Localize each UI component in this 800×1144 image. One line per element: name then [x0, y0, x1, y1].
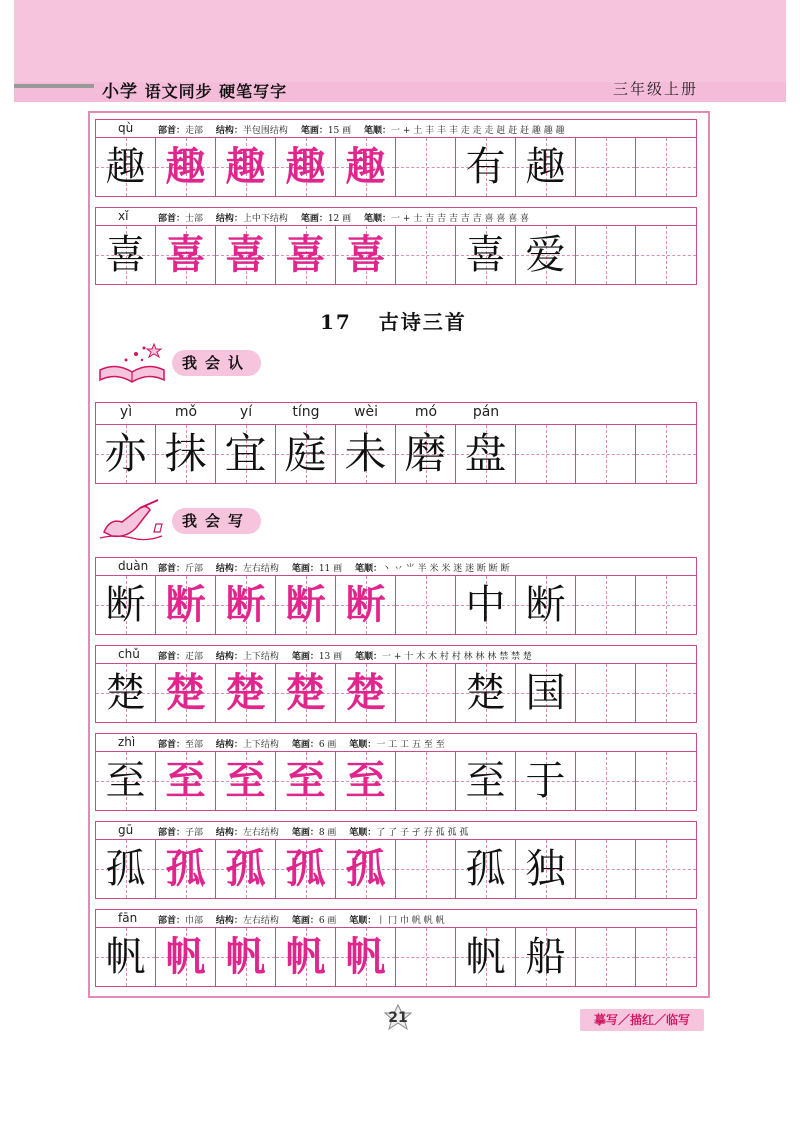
recognize-char-row [95, 424, 697, 484]
char-pinyin: gū [118, 823, 134, 837]
trace-char-cell[interactable]: 孤 [216, 840, 276, 898]
recognize-pinyin: mó [414, 404, 438, 420]
char-info-row [95, 645, 697, 663]
model-char-cell: 帆 [96, 928, 156, 986]
recognize-section-head [96, 340, 296, 380]
trace-char-cell[interactable]: 趣 [276, 138, 336, 196]
trace-char-cell[interactable]: 帆 [276, 928, 336, 986]
practice-grid-row [95, 927, 697, 987]
trace-char-cell[interactable]: 喜 [336, 226, 396, 284]
blank-writing-cell[interactable] [396, 576, 456, 634]
trace-char-cell[interactable]: 楚 [336, 664, 396, 722]
practice-mode-label: 摹写／描红／临写 [580, 1009, 704, 1031]
char-block-chu [95, 645, 697, 723]
word-char-cell: 于 [516, 752, 576, 810]
series-title [102, 77, 287, 102]
practice-grid-row [95, 137, 697, 197]
practice-grid-row [95, 663, 697, 723]
trace-char-cell[interactable]: 至 [156, 752, 216, 810]
blank-writing-cell[interactable] [636, 226, 696, 284]
trace-char-cell[interactable]: 断 [336, 576, 396, 634]
char-block-duan [95, 557, 697, 635]
series-title-b: 语文同步 [144, 82, 213, 101]
recognize-pinyin: wèi [354, 404, 378, 420]
page-number-text: 21 [388, 1010, 408, 1026]
practice-grid-row [95, 839, 697, 899]
model-char-cell: 断 [96, 576, 156, 634]
model-char-cell: 孤 [96, 840, 156, 898]
page-number [378, 1004, 418, 1032]
word-char-cell: 爱 [516, 226, 576, 284]
char-block-qu [95, 119, 697, 197]
recognize-char-cell: 宜 [216, 425, 276, 483]
word-char-cell: 中 [456, 576, 516, 634]
trace-char-cell[interactable]: 喜 [276, 226, 336, 284]
model-char-cell: 楚 [96, 664, 156, 722]
word-char-cell: 船 [516, 928, 576, 986]
trace-char-cell[interactable]: 趣 [336, 138, 396, 196]
char-pinyin: qù [118, 121, 134, 135]
blank-writing-cell[interactable] [576, 138, 636, 196]
char-meta: 部首：走部 结构：半包围结构 笔画：15 画 笔顺：一 + 土 丰 丰 丰 走 走 走 赳 赶 赶 趣 趣 趣 [158, 126, 565, 136]
trace-char-cell[interactable]: 趣 [216, 138, 276, 196]
char-pinyin: zhì [118, 735, 136, 749]
blank-writing-cell[interactable] [576, 840, 636, 898]
char-meta: 部首：至部 结构：上下结构 笔画：6 画 笔顺：一 工 工 五 至 至 [158, 740, 445, 750]
write-section-head [96, 498, 296, 538]
char-block-zhi [95, 733, 697, 811]
blank-writing-cell[interactable] [576, 664, 636, 722]
char-pinyin: duàn [118, 559, 149, 573]
recognize-pinyin-row [95, 402, 697, 424]
lesson-title [320, 306, 467, 335]
char-meta: 部首：子部 结构：左右结构 笔画：8 画 笔顺：了 了 子 孑 孖 孤 孤 孤 [158, 828, 469, 838]
char-block-gu [95, 821, 697, 899]
grade-label: 三年级上册 [613, 80, 699, 98]
char-info-row [95, 733, 697, 751]
trace-char-cell[interactable]: 孤 [336, 840, 396, 898]
word-char-cell: 孤 [456, 840, 516, 898]
open-book-stars-icon [96, 340, 168, 384]
recognize-pinyin: tíng [292, 404, 320, 420]
blank-writing-cell[interactable] [396, 138, 456, 196]
model-char-cell: 喜 [96, 226, 156, 284]
recognize-char-cell: 磨 [396, 425, 456, 483]
blank-writing-cell[interactable] [636, 928, 696, 986]
char-pinyin: xǐ [118, 209, 129, 223]
practice-grid-row [95, 225, 697, 285]
blank-writing-cell[interactable] [636, 576, 696, 634]
char-pinyin: fān [118, 911, 138, 925]
word-char-cell: 有 [456, 138, 516, 196]
recognize-pinyin: yí [239, 404, 253, 420]
word-char-cell: 楚 [456, 664, 516, 722]
blank-cell [636, 425, 696, 483]
word-char-cell: 国 [516, 664, 576, 722]
trace-char-cell[interactable]: 帆 [156, 928, 216, 986]
recognize-char-cell: 抹 [156, 425, 216, 483]
series-title-c: 硬笔写字 [219, 82, 288, 101]
recognize-char-cell: 未 [336, 425, 396, 483]
trace-char-cell[interactable]: 帆 [216, 928, 276, 986]
write-label: 我会写 [172, 508, 261, 534]
blank-writing-cell[interactable] [636, 752, 696, 810]
blank-cell [516, 425, 576, 483]
blank-cell [576, 425, 636, 483]
practice-grid-row [95, 751, 697, 811]
trace-char-cell[interactable]: 喜 [216, 226, 276, 284]
blank-writing-cell[interactable] [396, 664, 456, 722]
char-info-row [95, 557, 697, 575]
recognize-pinyin: yì [119, 404, 133, 420]
blank-writing-cell[interactable] [636, 840, 696, 898]
recognize-label: 我会认 [172, 350, 261, 376]
trace-char-cell[interactable]: 喜 [156, 226, 216, 284]
trace-char-cell[interactable]: 孤 [156, 840, 216, 898]
blank-writing-cell[interactable] [636, 138, 696, 196]
word-char-cell: 断 [516, 576, 576, 634]
pen-writing-hand-icon [96, 498, 168, 542]
blank-writing-cell[interactable] [576, 226, 636, 284]
trace-char-cell[interactable]: 至 [276, 752, 336, 810]
trace-char-cell[interactable]: 楚 [276, 664, 336, 722]
char-pinyin: chǔ [118, 647, 140, 661]
trace-char-cell[interactable]: 帆 [336, 928, 396, 986]
blank-writing-cell[interactable] [576, 576, 636, 634]
word-char-cell: 独 [516, 840, 576, 898]
recognize-char-cell: 盘 [456, 425, 516, 483]
char-info-row [95, 821, 697, 839]
trace-char-cell[interactable]: 趣 [156, 138, 216, 196]
trace-char-cell[interactable]: 楚 [156, 664, 216, 722]
trace-char-cell[interactable]: 断 [216, 576, 276, 634]
char-info-row [95, 207, 697, 225]
recognize-grid [95, 402, 697, 484]
recognize-char-cell: 庭 [276, 425, 336, 483]
char-block-xi [95, 207, 697, 285]
model-char-cell: 至 [96, 752, 156, 810]
blank-writing-cell[interactable] [396, 226, 456, 284]
blank-writing-cell[interactable] [396, 928, 456, 986]
char-meta: 部首：疋部 结构：上下结构 笔画：13 画 笔顺：一 + 十 木 木 村 村 林 林 林 禁 禁 楚 [158, 652, 532, 662]
word-char-cell: 至 [456, 752, 516, 810]
recognize-char-cell: 亦 [96, 425, 156, 483]
word-char-cell: 帆 [456, 928, 516, 986]
series-title-a: 小学 [102, 82, 138, 102]
trace-char-cell[interactable]: 至 [216, 752, 276, 810]
word-char-cell: 喜 [456, 226, 516, 284]
trace-char-cell[interactable]: 孤 [276, 840, 336, 898]
blank-writing-cell[interactable] [636, 664, 696, 722]
practice-grid-row [95, 575, 697, 635]
blank-writing-cell[interactable] [576, 928, 636, 986]
blank-writing-cell[interactable] [576, 752, 636, 810]
model-char-cell: 趣 [96, 138, 156, 196]
lesson-name: 古诗三首 [378, 310, 467, 334]
blank-writing-cell[interactable] [396, 752, 456, 810]
header-divider [14, 84, 94, 88]
trace-char-cell[interactable]: 至 [336, 752, 396, 810]
char-meta: 部首：巾部 结构：左右结构 笔画：6 画 笔顺：丨 冂 巾 帆 帆 帆 [158, 916, 445, 926]
trace-char-cell[interactable]: 断 [156, 576, 216, 634]
char-info-row [95, 119, 697, 137]
lesson-number: 17 [320, 310, 352, 334]
blank-writing-cell[interactable] [396, 840, 456, 898]
char-meta: 部首：斤部 结构：左右结构 笔画：11 画 笔顺：丶 丷 ⺌ 半 米 米 迷 迷 断 断 断 [158, 564, 510, 574]
recognize-pinyin: pán [472, 404, 500, 420]
char-meta: 部首：士部 结构：上中下结构 笔画：12 画 笔顺：一 + 士 吉 吉 吉 吉 吉 喜 喜 喜 喜 [158, 214, 530, 224]
trace-char-cell[interactable]: 楚 [216, 664, 276, 722]
trace-char-cell[interactable]: 断 [276, 576, 336, 634]
word-char-cell: 趣 [516, 138, 576, 196]
char-info-row [95, 909, 697, 927]
char-block-fan [95, 909, 697, 987]
recognize-pinyin: mǒ [174, 404, 198, 420]
